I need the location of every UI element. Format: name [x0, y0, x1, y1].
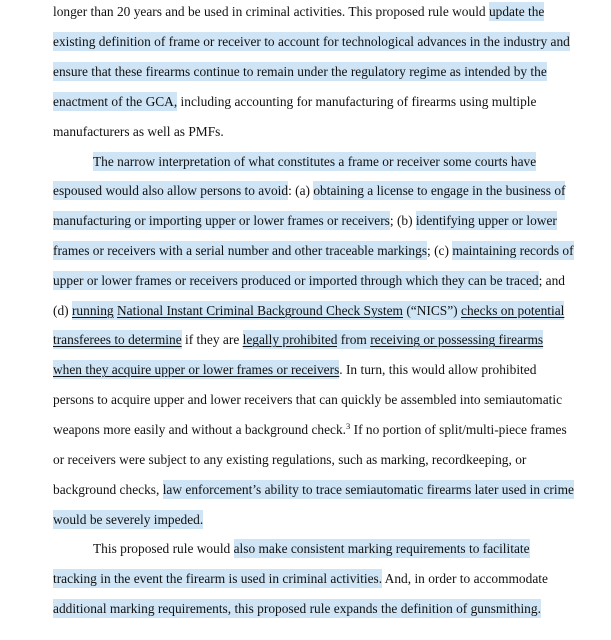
- highlighted-text: checks on potential: [461, 303, 565, 318]
- highlighted-text: upper or lower frames or receivers produced or imported through which they can be traced: [53, 273, 539, 288]
- text-run: : (a): [288, 183, 314, 198]
- text-line: [0, 212, 611, 230]
- highlighted-text: frames or receivers with a serial number and other traceable markings: [53, 243, 428, 258]
- text-line: [0, 123, 611, 141]
- text-line: [0, 153, 611, 171]
- highlighted-text: transferees to determine: [53, 332, 182, 347]
- text-line: [0, 481, 611, 499]
- text-run: . In turn, this would allow prohibited: [339, 362, 537, 377]
- highlighted-text: existing definition of frame or receiver to account for technological advances in the industry and: [53, 34, 570, 49]
- highlighted-text: The narrow interpretation of what constitutes a frame or receiver some courts have: [93, 154, 537, 169]
- text-line: [0, 361, 611, 379]
- text-run: And, in order to accommodate: [382, 571, 548, 586]
- text-line: [0, 540, 611, 558]
- highlighted-text: also make consistent marking requirements to facilitate: [233, 541, 530, 556]
- text-run: weapons more easily and without a background check.: [53, 422, 347, 437]
- text-run: If no portion of split/multi-piece frames: [350, 422, 567, 437]
- text-line: [0, 331, 611, 349]
- highlighted-text: (“NICS”): [402, 303, 461, 318]
- text-line: [0, 600, 611, 618]
- text-run: background checks,: [53, 482, 163, 497]
- footnote-ref: 3: [346, 421, 351, 431]
- highlighted-text: National Instant Criminal Background Check System: [116, 303, 403, 318]
- highlighted-text: ensure that these firearms continue to remain under the regulatory regime as intended by the: [53, 64, 547, 79]
- highlighted-text: law enforcement’s ability to trace semiautomatic firearms later used in crime: [162, 482, 574, 497]
- text-line: [0, 570, 611, 588]
- text-run: if they are: [181, 332, 243, 347]
- text-run: ; and: [538, 273, 565, 288]
- highlighted-text: receiving or possessing firearms: [370, 332, 544, 347]
- text-line: [0, 302, 611, 320]
- text-run: This proposed rule would: [93, 541, 234, 556]
- highlighted-text: maintaining records of: [452, 243, 574, 258]
- text-line: [0, 93, 611, 111]
- text-run: (d): [53, 303, 72, 318]
- highlighted-text: identifying upper or lower: [415, 213, 557, 228]
- text-line: [0, 182, 611, 200]
- highlighted-text: manufacturing or importing upper or lower frames or receivers: [53, 213, 390, 228]
- text-run: ; (b): [389, 213, 416, 228]
- highlighted-text: obtaining a license to engage in the business of: [313, 183, 566, 198]
- highlighted-text: additional marking requirements, this proposed rule expands the definition of gunsmithing.: [53, 601, 541, 616]
- highlighted-text: enactment of the GCA,: [53, 94, 178, 109]
- text-run: persons to acquire upper and lower receivers that can quickly be assembled into semiautomatic: [53, 392, 563, 407]
- text-line: [0, 33, 611, 51]
- text-run: ; (c): [427, 243, 453, 258]
- text-line: [0, 451, 611, 469]
- text-run: or receivers were subject to any existing regulations, such as marking, recordkeeping, or: [53, 452, 527, 467]
- text-line: [0, 511, 611, 529]
- text-line: [0, 63, 611, 81]
- text-run: longer than 20 years and be used in criminal activities. This proposed rule would: [53, 4, 489, 19]
- highlighted-text: would be severely impeded.: [53, 512, 204, 527]
- highlighted-text: from: [337, 332, 371, 347]
- text-line: [0, 272, 611, 290]
- text-line: [0, 421, 611, 439]
- text-line: [0, 391, 611, 409]
- highlighted-text: update the: [488, 4, 545, 19]
- text-line: [0, 242, 611, 260]
- text-line: [0, 3, 611, 21]
- highlighted-text: tracking in the event the firearm is used in criminal activities.: [53, 571, 383, 586]
- highlighted-text: when they acquire upper or lower frames or receivers: [53, 362, 340, 377]
- highlighted-text: running: [71, 303, 114, 318]
- text-run: including accounting for manufacturing of firearms using multiple: [177, 94, 537, 109]
- text-run: manufacturers as well as PMFs.: [53, 124, 224, 139]
- highlighted-text: espoused would also allow persons to avoid: [53, 183, 289, 198]
- highlighted-text: legally prohibited: [242, 332, 338, 347]
